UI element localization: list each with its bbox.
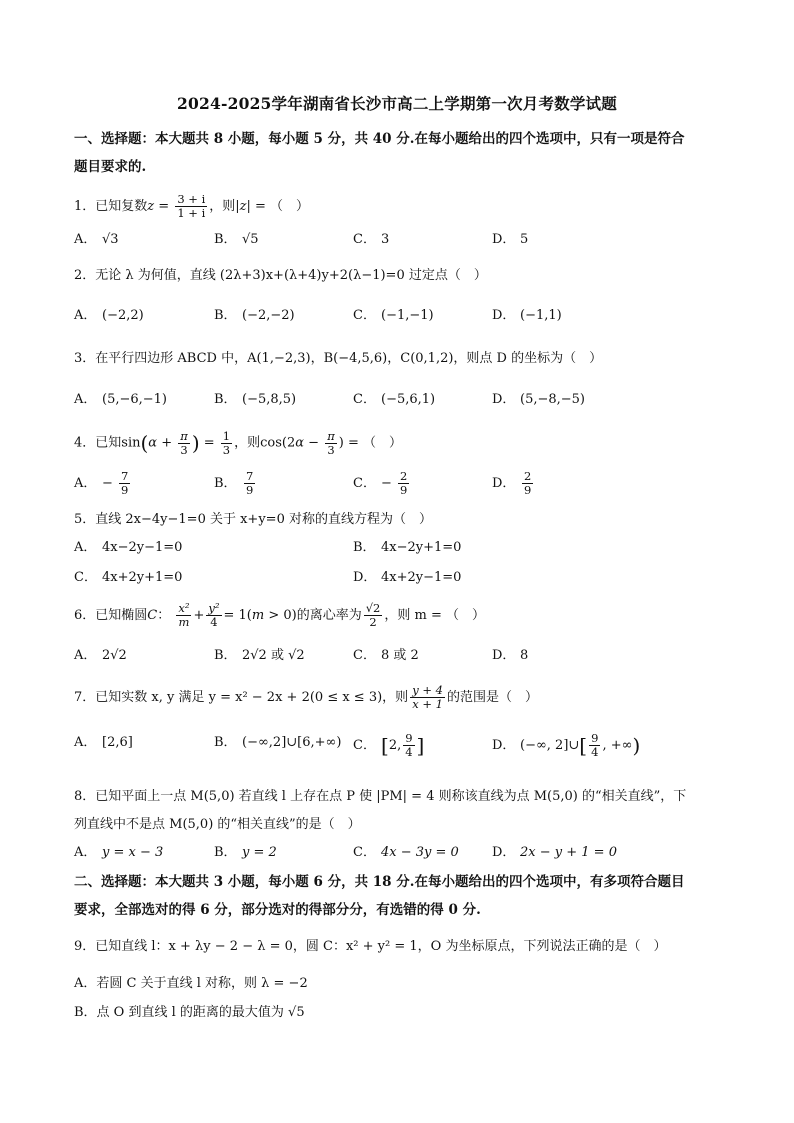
- question-6: 6．已知椭圆C： $\frac{\text{x²}}{m}$ + $\frac{\text{y²}}{4}$ = 1(m > 0)的离心率为 $\frac{√2}{2}$ ，则 m = （ ）: [74, 601, 485, 629]
- option-a[interactable]: A． 4x−2y−1=0: [74, 540, 183, 555]
- question-4: 4．已知sin(α + $\frac{\pi}{3}$ ) = $\frac{1}{3}$ ，则cos(2α − $\frac{\pi}{3}$ ) = （ ）: [74, 428, 403, 457]
- option-c[interactable]: C． 4x+2y+1=0: [74, 570, 183, 585]
- section-1-line-1: 一、选择题：本大题共 8 小题，每小题 5 分，共 40 分.在每小题给出的四个选项中，只有一项是符合: [74, 131, 685, 147]
- question-9-option-b[interactable]: B．点 O 到直线 l 的距离的最大值为 √5: [74, 1005, 305, 1020]
- option-d[interactable]: D． $\frac{2}{9}$: [492, 469, 532, 497]
- question-3-options: [74, 389, 734, 413]
- question-9: 9．已知直线 l：x + λy − 2 − λ = 0，圆 C：x² + y² = 1，O 为坐标原点，下列说法正确的是（ ）: [74, 939, 667, 954]
- option-d[interactable]: D． (5,−8,−5): [492, 392, 586, 407]
- question-5-options-row-1: [74, 537, 734, 561]
- option-a[interactable]: A． 2√2: [74, 648, 127, 663]
- option-b[interactable]: B． 4x−2y+1=0: [353, 540, 462, 555]
- question-6-options: [74, 645, 734, 669]
- option-a[interactable]: A． [2,6]: [74, 735, 133, 750]
- option-b[interactable]: B． (−∞,2]∪[6,+∞): [214, 735, 342, 750]
- option-a[interactable]: A． (5,−6,−1): [74, 392, 168, 407]
- question-1-options: [74, 229, 734, 253]
- question-3: 3．在平行四边形 ABCD 中，A(1,−2,3)，B(−4,5,6)，C(0,1,2)，则点 D 的坐标为（ ）: [74, 351, 603, 366]
- option-b[interactable]: B． (−2,−2): [214, 308, 295, 323]
- question-8-options: [74, 842, 734, 866]
- question-2-options: [74, 305, 734, 329]
- question-9-option-a[interactable]: A．若圆 C 关于直线 l 对称，则 λ = −2: [74, 976, 308, 991]
- option-c[interactable]: C． − $\frac{2}{9}$: [353, 469, 408, 497]
- option-d[interactable]: D． 2x − y + 1 = 0: [492, 845, 617, 860]
- option-d[interactable]: D． (−∞, 2]∪[ $\frac{9}{4}$ , +∞): [492, 731, 641, 759]
- option-a[interactable]: A． − $\frac{7}{9}$: [74, 469, 129, 497]
- option-a[interactable]: A． √3: [74, 232, 119, 247]
- section-2-line-2: 要求，全部选对的得 6 分，部分选对的得部分分，有选错的得 0 分.: [74, 902, 481, 918]
- section-2-header: [74, 868, 724, 924]
- option-d[interactable]: D． 5: [492, 232, 529, 247]
- question-2: 2．无论 λ 为何值，直线 (2λ+3)x+(λ+4)y+2(λ−1)=0 过定点（ ）: [74, 268, 487, 283]
- option-c[interactable]: C． 8 或 2: [353, 648, 419, 663]
- option-b[interactable]: B． y = 2: [214, 845, 277, 860]
- question-1: 1．已知复数z = $\frac{3 + i}{1 + i}$ ，则|z| = （ ）: [74, 192, 310, 220]
- option-d[interactable]: D． (−1,1): [492, 308, 562, 323]
- option-c[interactable]: C． 4x − 3y = 0: [353, 845, 459, 860]
- option-d[interactable]: D． 8: [492, 648, 529, 663]
- option-c[interactable]: C． (−1,−1): [353, 308, 434, 323]
- option-a[interactable]: A． (−2,2): [74, 308, 144, 323]
- option-c[interactable]: C． [2, $\frac{9}{4}$ ]: [353, 731, 425, 759]
- option-b[interactable]: B． (−5,8,5): [214, 392, 297, 407]
- question-7-options: [74, 732, 734, 766]
- section-2-line-1: 二、选择题：本大题共 3 小题，每小题 6 分，共 18 分.在每小题给出的四个选项中，有多项符合题目: [74, 874, 685, 890]
- question-7: 7．已知实数 x, y 满足 y = x² − 2x + 2(0 ≤ x ≤ 3)，则 $\frac{y + 4}{x + 1}$ 的范围是（ ）: [74, 683, 538, 711]
- question-4-options: [74, 470, 734, 502]
- option-c[interactable]: C． 3: [353, 232, 390, 247]
- option-b[interactable]: B． √5: [214, 232, 259, 247]
- option-d[interactable]: D． 4x+2y−1=0: [353, 570, 462, 585]
- question-8-line-1: 8．已知平面上一点 M(5,0) 若直线 l 上存在点 P 使 |PM| = 4 则称该直线为点 M(5,0) 的“相关直线”，下: [74, 789, 687, 804]
- section-1-header: [74, 125, 724, 181]
- section-1-line-2: 题目要求的.: [74, 159, 147, 175]
- page-title: 2024-2025学年湖南省长沙市高二上学期第一次月考数学试题: [177, 94, 617, 113]
- question-8-line-2: 列直线中不是点 M(5,0) 的“相关直线”的是（ ）: [74, 817, 361, 832]
- fraction: $\frac{3 + i}{1 + i}$: [177, 192, 206, 220]
- question-5: 5．直线 2x−4y−1=0 关于 x+y=0 对称的直线方程为（ ）: [74, 512, 432, 527]
- option-c[interactable]: C． (−5,6,1): [353, 392, 436, 407]
- question-5-options-row-2: [74, 567, 734, 591]
- option-b[interactable]: B． 2√2 或 √2: [214, 648, 305, 663]
- option-a[interactable]: A． y = x − 3: [74, 845, 164, 860]
- option-b[interactable]: B． $\frac{7}{9}$: [214, 469, 254, 497]
